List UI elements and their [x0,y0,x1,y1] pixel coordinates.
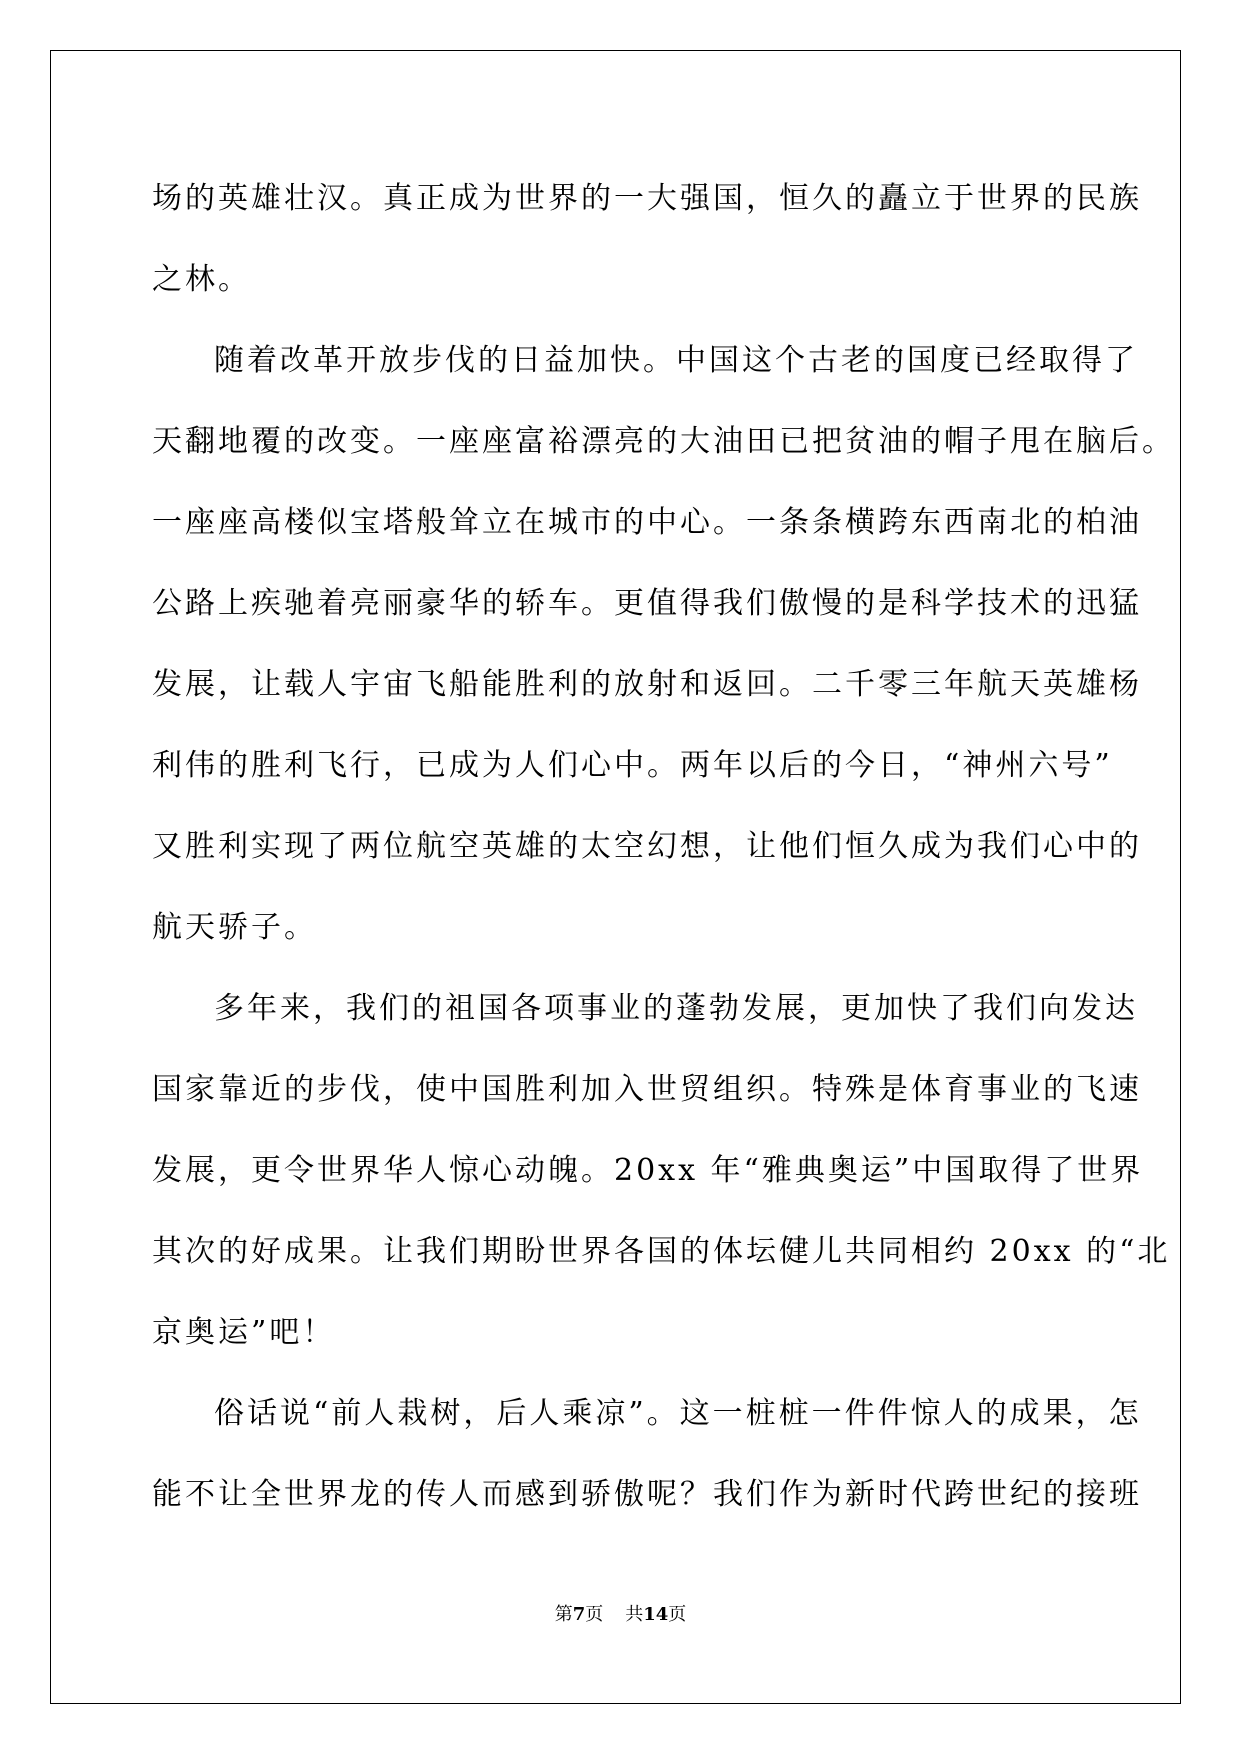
text-line: 其次的好成果。让我们期盼世界各国的体坛健儿共同相约 20xx 的“北 [152,1234,1171,1269]
page-suffix: 页 [585,1604,604,1625]
text-line: 公路上疾驰着亮丽豪华的轿车。更值得我们傲慢的是科学技术的迅猛 [152,586,1142,621]
text-line: 利伟的胜利飞行，已成为人们心中。两年以后的今日，“神州六号” [152,748,1113,783]
text-line: 发展，更令世界华人惊心动魄。20xx 年“雅典奥运”中国取得了世界 [152,1153,1144,1188]
paragraph-start-line: 多年来，我们的祖国各项事业的蓬勃发展，更加快了我们向发达 [214,991,1138,1026]
text-line: 一座座高楼似宝塔般耸立在城市的中心。一条条横跨东西南北的柏油 [152,505,1142,540]
page-footer [0,1600,1241,1626]
paragraph-start-line: 随着改革开放步伐的日益加快。中国这个古老的国度已经取得了 [214,343,1138,378]
text-line: 天翻地覆的改变。一座座富裕漂亮的大油田已把贫油的帽子甩在脑后。 [152,424,1175,459]
page-prefix: 第 [554,1604,573,1625]
text-line: 之林。 [152,262,251,297]
total-prefix: 共 [625,1604,644,1625]
text-line: 发展，让载人宇宙飞船能胜利的放射和返回。二千零三年航天英雄杨 [152,667,1142,702]
text-line: 航天骄子。 [152,910,317,945]
total-suffix: 页 [668,1604,687,1625]
text-line: 场的英雄壮汉。真正成为世界的一大强国，恒久的矗立于世界的民族 [152,181,1142,216]
document-body [152,158,1175,1535]
text-line: 国家靠近的步伐，使中国胜利加入世贸组织。特殊是体育事业的飞速 [152,1072,1142,1107]
text-line: 京奥运”吧！ [152,1315,336,1350]
text-line: 能不让全世界龙的传人而感到骄傲呢？我们作为新时代跨世纪的接班 [152,1477,1142,1512]
total-page-number: 14 [643,1604,669,1625]
current-page-number: 7 [572,1604,586,1625]
text-line: 又胜利实现了两位航空英雄的太空幻想，让他们恒久成为我们心中的 [152,829,1142,864]
paragraph-start-line: 俗话说“前人栽树，后人乘凉”。这一桩桩一件件惊人的成果，怎 [214,1396,1142,1431]
